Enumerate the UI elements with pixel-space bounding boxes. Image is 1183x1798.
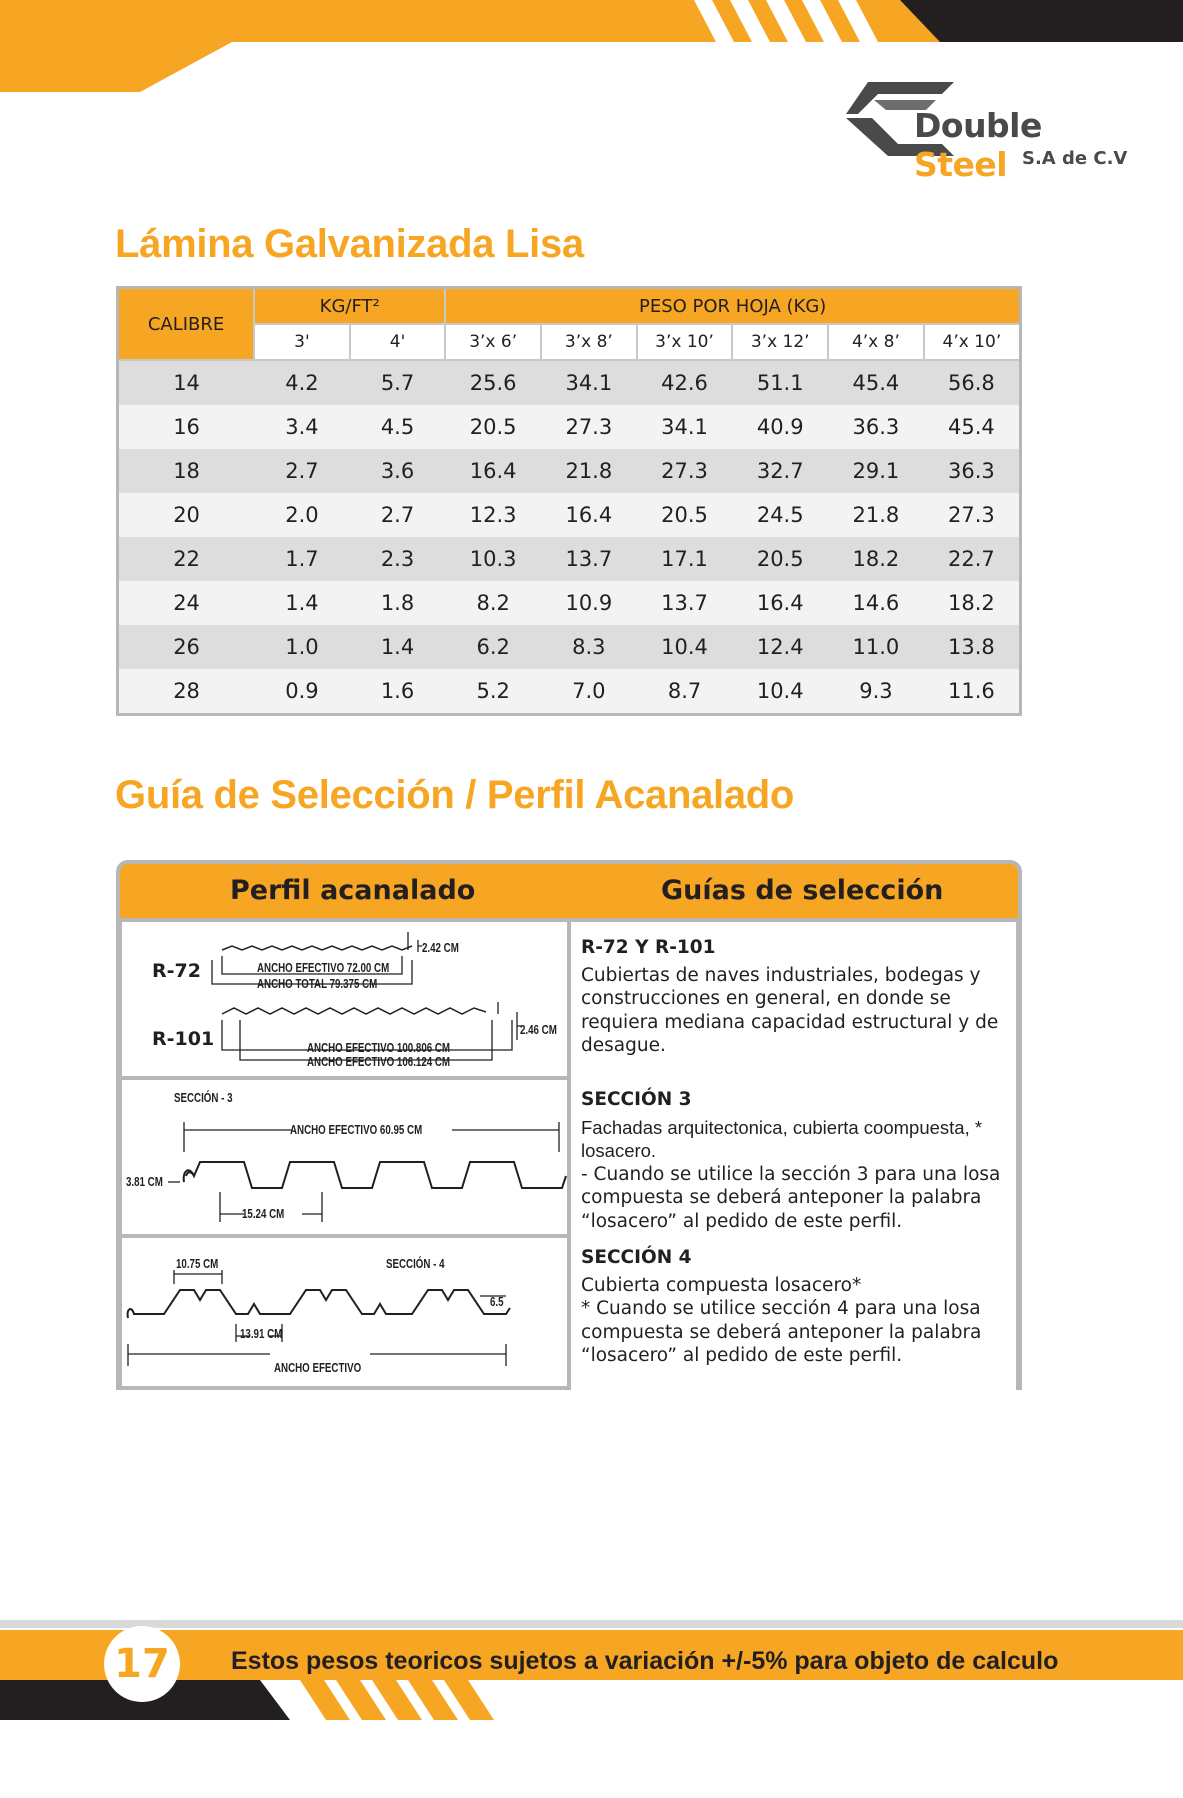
value-cell: 1.4 <box>254 581 350 625</box>
subcol-header: 3’x 8’ <box>541 324 637 360</box>
value-cell: 11.0 <box>828 625 924 669</box>
value-cell: 1.0 <box>254 625 350 669</box>
value-cell: 10.4 <box>637 625 733 669</box>
value-cell: 25.6 <box>445 360 541 405</box>
logo-suffix: S.A de C.V <box>1022 148 1128 169</box>
gauge-weight-table <box>116 286 1022 716</box>
value-cell: 2.0 <box>254 493 350 537</box>
seccion-4-height: 6.5 <box>490 1294 504 1309</box>
section-title-guia: Guía de Selección / Perfil Acanalado <box>115 773 795 817</box>
value-cell: 20.5 <box>732 537 828 581</box>
subcol-header: 3’x 12’ <box>732 324 828 360</box>
value-cell: 10.3 <box>445 537 541 581</box>
seccion-3-pitch: 15.24 CM <box>242 1206 285 1221</box>
r101-ancho-1: ANCHO EFECTIVO 100.806 CM <box>307 1040 451 1055</box>
value-cell: 3.6 <box>350 449 446 493</box>
value-cell: 8.3 <box>541 625 637 669</box>
header-guias-seleccion: Guías de selección <box>661 875 944 906</box>
guide-seccion-3 <box>571 1080 1016 1242</box>
value-cell: 20.5 <box>637 493 733 537</box>
guide-r72-r101-text: Cubiertas de naves industriales, bodegas y construcciones en general, en donde se requiera mediana capacidad estructural y de desague. <box>581 964 999 1056</box>
calibre-cell: 14 <box>118 360 255 405</box>
calibre-cell: 18 <box>118 449 255 493</box>
value-cell: 56.8 <box>924 360 1021 405</box>
value-cell: 36.3 <box>924 449 1021 493</box>
value-cell: 12.3 <box>445 493 541 537</box>
r72-ancho-efectivo: ANCHO EFECTIVO 72.00 CM <box>257 960 390 975</box>
value-cell: 21.8 <box>828 493 924 537</box>
value-cell: 10.4 <box>732 669 828 715</box>
value-cell: 16.4 <box>541 493 637 537</box>
seccion-3-label: SECCIÓN - 3 <box>174 1090 233 1105</box>
guide-seccion-4-title: SECCIÓN 4 <box>581 1247 692 1268</box>
value-cell: 9.3 <box>828 669 924 715</box>
value-cell: 7.0 <box>541 669 637 715</box>
value-cell: 3.4 <box>254 405 350 449</box>
value-cell: 16.4 <box>732 581 828 625</box>
table-row <box>118 581 1021 625</box>
guide-seccion-4-line-2: * Cuando se utilice sección 4 para una losa compuesta se deberá anteponer la palabra “losacero” al pedido de este perfil. <box>581 1298 982 1366</box>
calibre-cell: 28 <box>118 669 255 715</box>
value-cell: 51.1 <box>732 360 828 405</box>
guide-seccion-4 <box>571 1238 1016 1394</box>
r72-ancho-total: ANCHO TOTAL 79.375 CM <box>257 976 378 991</box>
selection-guide-table <box>116 860 1022 1390</box>
guide-seccion-3-title: SECCIÓN 3 <box>581 1089 692 1110</box>
seccion-3-height: 3.81 CM <box>126 1174 163 1189</box>
subcol-header: 4’x 10’ <box>924 324 1021 360</box>
table-row <box>118 493 1021 537</box>
value-cell: 4.2 <box>254 360 350 405</box>
guide-r72-r101-title: R-72 Y R-101 <box>581 937 716 958</box>
calibre-cell: 20 <box>118 493 255 537</box>
value-cell: 29.1 <box>828 449 924 493</box>
value-cell: 0.9 <box>254 669 350 715</box>
value-cell: 24.5 <box>732 493 828 537</box>
section-title-lamina: Lámina Galvanizada Lisa <box>115 222 584 266</box>
page-number: 17 <box>104 1626 180 1702</box>
value-cell: 20.5 <box>445 405 541 449</box>
value-cell: 12.4 <box>732 625 828 669</box>
company-logo <box>838 72 1128 182</box>
value-cell: 5.7 <box>350 360 446 405</box>
seccion-4-top-width: 10.75 CM <box>176 1256 219 1271</box>
value-cell: 27.3 <box>924 493 1021 537</box>
value-cell: 40.9 <box>732 405 828 449</box>
value-cell: 18.2 <box>924 581 1021 625</box>
value-cell: 42.6 <box>637 360 733 405</box>
value-cell: 34.1 <box>541 360 637 405</box>
profile-seccion-4 <box>122 1238 567 1386</box>
logo-wordmark: Double Steel <box>914 106 1042 184</box>
table-row <box>118 405 1021 449</box>
value-cell: 34.1 <box>637 405 733 449</box>
table-row <box>118 449 1021 493</box>
subcol-header: 4' <box>350 324 446 360</box>
value-cell: 1.8 <box>350 581 446 625</box>
calibre-cell: 16 <box>118 405 255 449</box>
seccion-3-ancho: ANCHO EFECTIVO 60.95 CM <box>290 1122 423 1137</box>
value-cell: 1.6 <box>350 669 446 715</box>
value-cell: 45.4 <box>828 360 924 405</box>
value-cell: 13.7 <box>637 581 733 625</box>
table-row <box>118 360 1021 405</box>
value-cell: 2.3 <box>350 537 446 581</box>
subcol-header: 3' <box>254 324 350 360</box>
value-cell: 13.8 <box>924 625 1021 669</box>
value-cell: 11.6 <box>924 669 1021 715</box>
group-kg-ft2: KG/FT² <box>254 288 445 325</box>
value-cell: 8.2 <box>445 581 541 625</box>
value-cell: 1.4 <box>350 625 446 669</box>
seccion-4-ancho: ANCHO EFECTIVO <box>274 1360 362 1375</box>
group-peso-por-hoja: PESO POR HOJA (KG) <box>445 288 1020 325</box>
table-row <box>118 669 1021 715</box>
seccion-4-pitch: 13.91 CM <box>240 1326 283 1341</box>
value-cell: 27.3 <box>637 449 733 493</box>
value-cell: 21.8 <box>541 449 637 493</box>
guide-seccion-4-line-1: Cubierta compuesta losacero* <box>581 1274 862 1296</box>
r72-label: R-72 <box>152 960 201 982</box>
guide-seccion-3-line-2: - Cuando se utilice la sección 3 para una losa compuesta se deberá anteponer la palabra “losacero” al pedido de este perfil. <box>581 1163 1001 1232</box>
r101-ancho-2: ANCHO EFECTIVO 106.124 CM <box>307 1054 451 1069</box>
calibre-cell: 26 <box>118 625 255 669</box>
value-cell: 32.7 <box>732 449 828 493</box>
value-cell: 14.6 <box>828 581 924 625</box>
guide-seccion-3-line-1: Fachadas arquitectonica, cubierta coompuesta, * losacero. <box>581 1116 983 1161</box>
r72-height: 2.42 CM <box>422 940 459 955</box>
value-cell: 10.9 <box>541 581 637 625</box>
guide-r72-r101 <box>571 922 1016 1090</box>
subcol-header: 3’x 10’ <box>637 324 733 360</box>
table-row <box>118 625 1021 669</box>
seccion-4-label: SECCIÓN - 4 <box>386 1256 445 1271</box>
value-cell: 18.2 <box>828 537 924 581</box>
value-cell: 1.7 <box>254 537 350 581</box>
guide-header <box>120 864 1018 918</box>
r101-label: R-101 <box>152 1028 215 1050</box>
value-cell: 2.7 <box>350 493 446 537</box>
value-cell: 2.7 <box>254 449 350 493</box>
value-cell: 8.7 <box>637 669 733 715</box>
value-cell: 13.7 <box>541 537 637 581</box>
table-row <box>118 537 1021 581</box>
value-cell: 27.3 <box>541 405 637 449</box>
subcol-header: 4’x 8’ <box>828 324 924 360</box>
value-cell: 36.3 <box>828 405 924 449</box>
value-cell: 16.4 <box>445 449 541 493</box>
r101-height: 2.46 CM <box>520 1022 557 1037</box>
value-cell: 22.7 <box>924 537 1021 581</box>
col-calibre: CALIBRE <box>118 288 255 361</box>
calibre-cell: 24 <box>118 581 255 625</box>
value-cell: 4.5 <box>350 405 446 449</box>
value-cell: 6.2 <box>445 625 541 669</box>
profile-r72-r101 <box>122 922 567 1076</box>
subcol-header: 3’x 6’ <box>445 324 541 360</box>
header-perfil-acanalado: Perfil acanalado <box>230 875 476 906</box>
value-cell: 5.2 <box>445 669 541 715</box>
value-cell: 45.4 <box>924 405 1021 449</box>
value-cell: 17.1 <box>637 537 733 581</box>
footer-note: Estos pesos teoricos sujetos a variación +/-5% para objeto de calculo <box>231 1647 1059 1675</box>
calibre-cell: 22 <box>118 537 255 581</box>
profile-seccion-3 <box>122 1080 567 1234</box>
